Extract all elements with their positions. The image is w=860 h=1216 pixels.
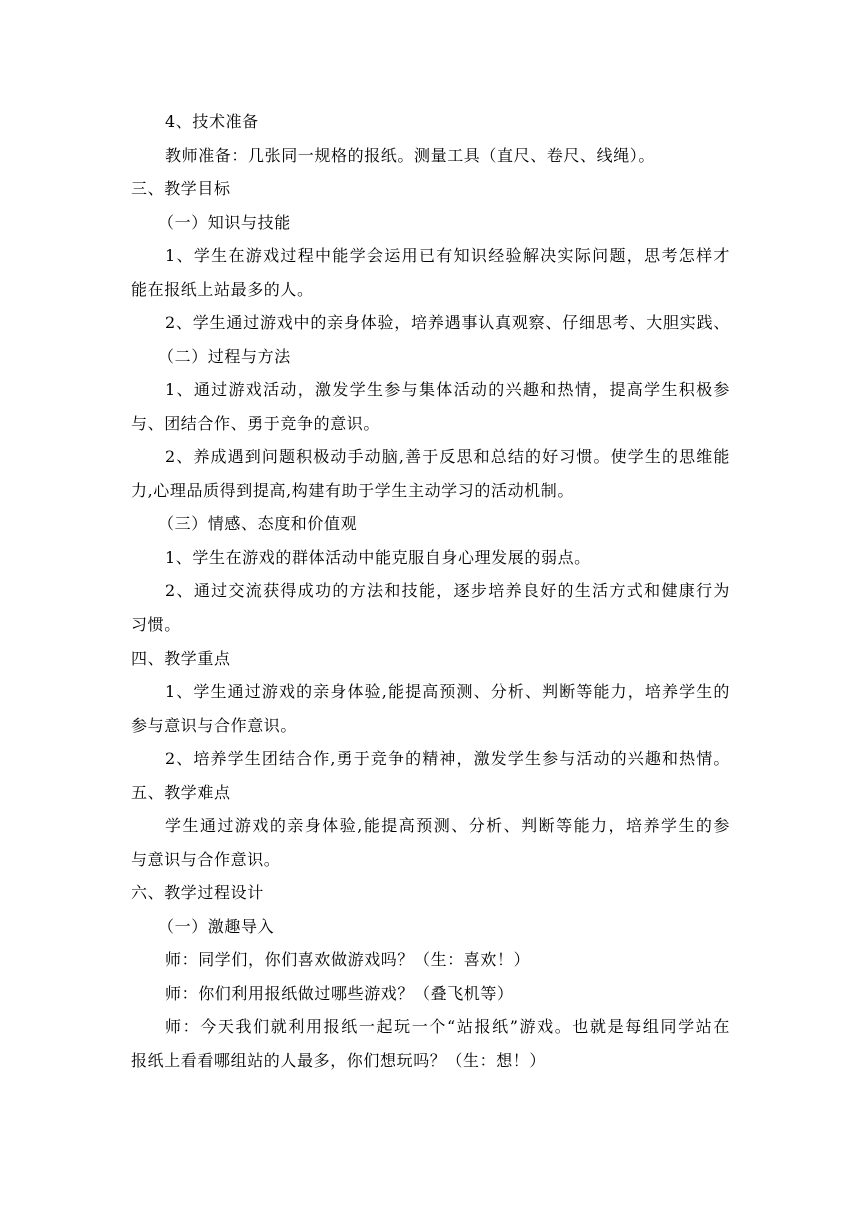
text-line-9: 1、通过游戏活动，激发学生参与集体活动的兴趣和热情，提高学生积极参 <box>165 380 730 399</box>
subsection-heading-1: （一）知识与技能 <box>158 213 291 232</box>
text-line-23: 与意识与合作意识。 <box>131 850 281 869</box>
section-heading-6: 六、教学过程设计 <box>131 883 264 902</box>
text-line-11: 2、养成遇到问题积极动手动脑,善于反思和总结的好习惯。使学生的思维能 <box>165 447 730 466</box>
text-line-10: 与、团结合作、勇于竞争的意识。 <box>131 414 381 433</box>
text-line-20: 2、培养学生团结合作,勇于竞争的精神，激发学生参与活动的兴趣和热情。 <box>165 749 730 768</box>
text-line-5: 1、学生在游戏过程中能学会运用已有知识经验解决实际问题，思考怎样才 <box>165 246 730 265</box>
text-line-28: 师：今天我们就利用报纸一起玩一个“站报纸”游戏。也就是每组同学站在 <box>165 1017 730 1036</box>
text-line-16: 习惯。 <box>131 615 181 634</box>
text-line-12: 力,心理品质得到提高,构建有助于学生主动学习的活动机制。 <box>131 481 574 500</box>
text-line-15: 2、通过交流获得成功的方法和技能，逐步培养良好的生活方式和健康行为 <box>165 581 730 600</box>
subsection-heading-3: （三）情感、态度和价值观 <box>158 514 358 533</box>
text-line-19: 参与意识与合作意识。 <box>131 716 298 735</box>
text-line-2: 教师准备：几张同一规格的报纸。测量工具（直尺、卷尺、线绳）。 <box>165 146 656 165</box>
text-line-6: 能在报纸上站最多的人。 <box>131 280 314 299</box>
section-heading-3: 三、教学目标 <box>131 179 231 198</box>
text-line-26: 师：同学们，你们喜欢做游戏吗？（生：喜欢！） <box>165 950 531 969</box>
subsection-heading-4: （一）激趣导入 <box>158 917 275 936</box>
text-line-18: 1、学生通过游戏的亲身体验,能提高预测、分析、判断等能力，培养学生的 <box>165 682 730 701</box>
section-heading-5: 五、教学难点 <box>131 783 231 802</box>
text-line-27: 师：你们利用报纸做过哪些游戏？（叠飞机等） <box>165 984 514 1003</box>
text-line-7: 2、学生通过游戏中的亲身体验，培养遇事认真观察、仔细思考、大胆实践、 <box>165 313 730 332</box>
text-line-1: 4、技术准备 <box>165 112 259 131</box>
text-line-29: 报纸上看看哪组站的人最多，你们想玩吗？（生：想！） <box>131 1051 547 1070</box>
text-line-14: 1、学生在游戏的群体活动中能克服自身心理发展的弱点。 <box>165 548 591 567</box>
section-heading-4: 四、教学重点 <box>131 649 231 668</box>
subsection-heading-2: （二）过程与方法 <box>158 347 291 366</box>
text-line-22: 学生通过游戏的亲身体验,能提高预测、分析、判断等能力，培养学生的参 <box>165 816 730 835</box>
